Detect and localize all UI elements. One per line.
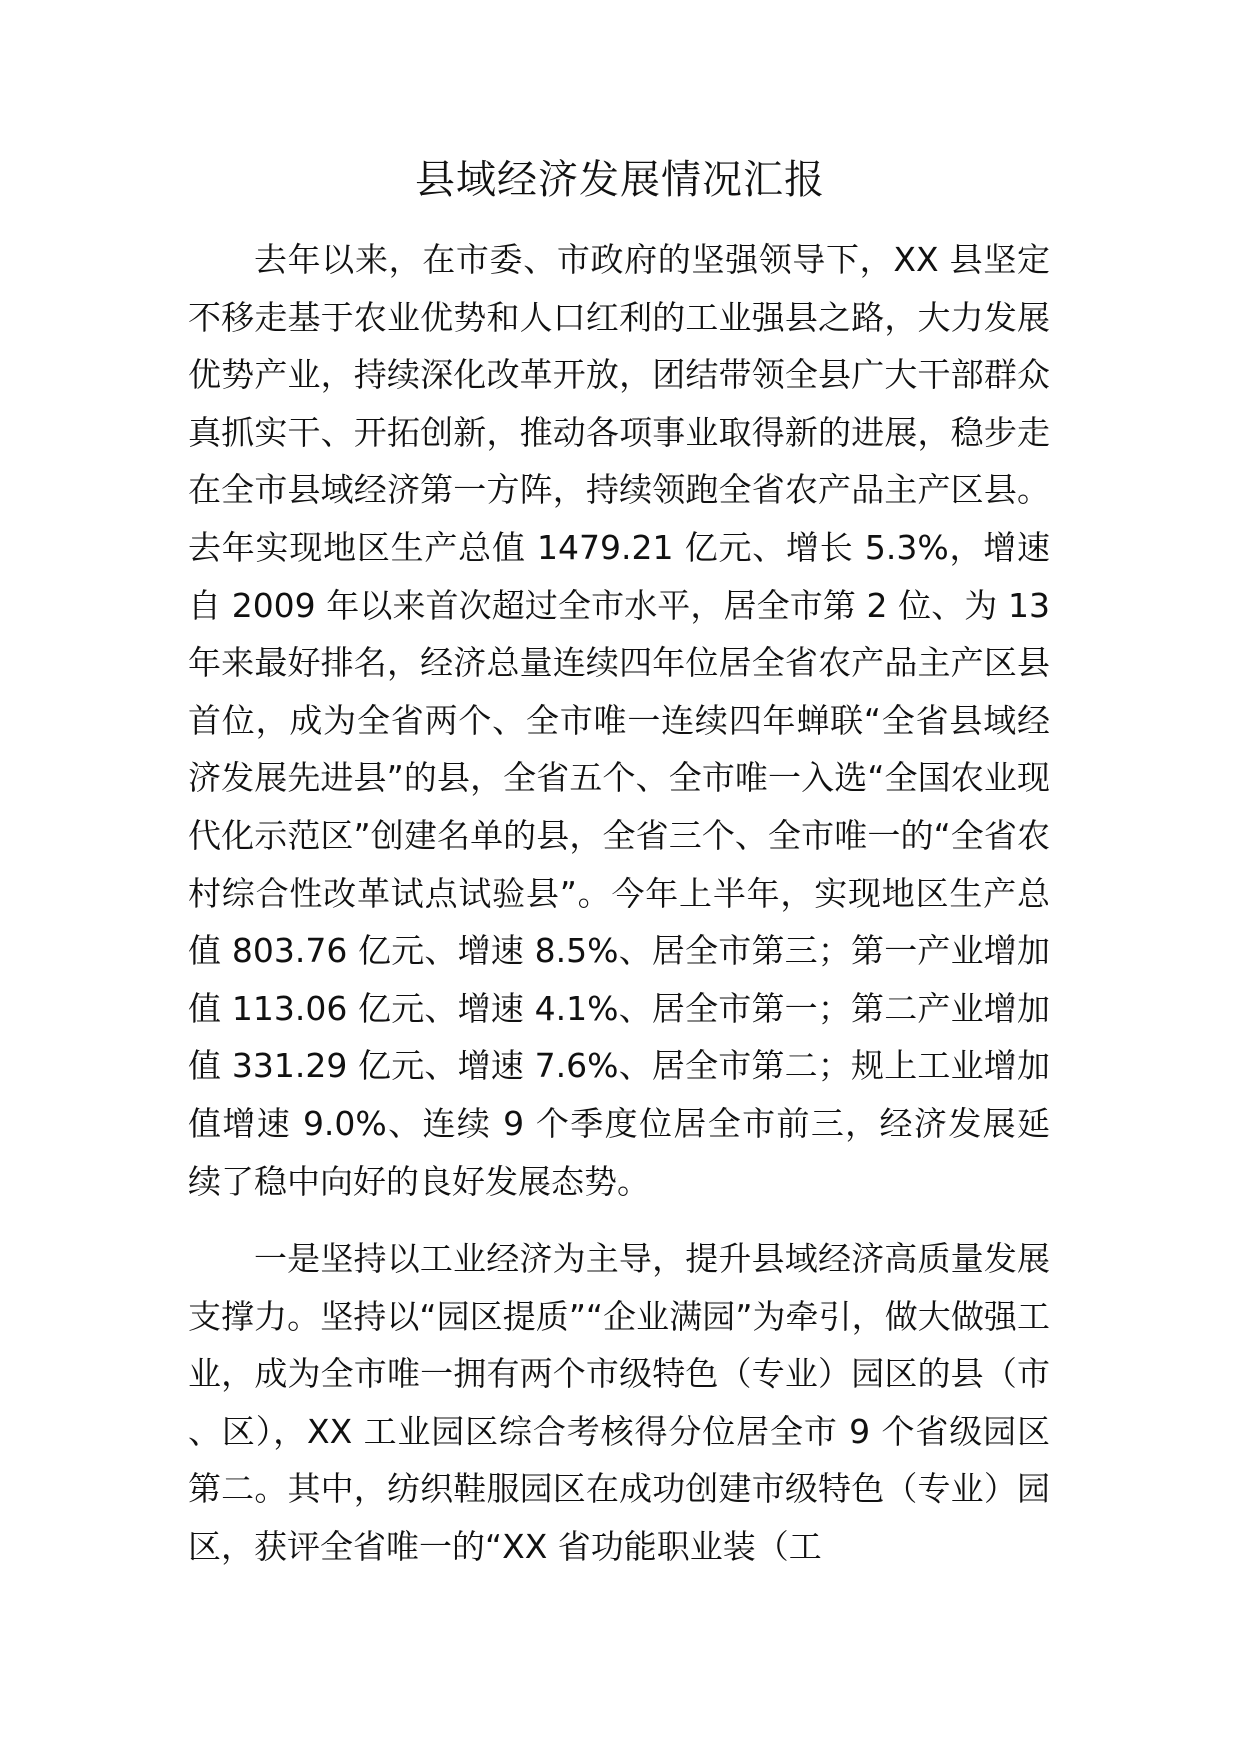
body-paragraph: 一是坚持以工业经济为主导，提升县域经济高质量发展支撑力。坚持以“园区提质”“企业满园”为牵引，做大做强工业，成为全市唯一拥有两个市级特色（专业）园区的县（市、区），XX 工业园区综合考核得分位居全市 9 个省级园区第二。其中，纺织鞋服园区在成功创建市级特色（专业）园区，获评全省唯一的“XX 省功能职业装（工 xyxy=(188,1239,1050,1566)
document-title: 县域经济发展情况汇报 xyxy=(415,157,825,203)
body-paragraph: 去年以来，在市委、市政府的坚强领导下，XX 县坚定不移走基于农业优势和人口红利的工业强县之路，大力发展优势产业，持续深化改革开放，团结带领全县广大干部群众真抓实干、开拓创新，推动各项事业取得新的进展，稳步走在全市县域经济第一方阵，持续领跑全省农产品主产区县。去年实现地区生产总值 1479.21 亿元、增长 5.3%，增速自 2009 年以来首次超过全市水平，居全市第 2 位、为 13 年来最好排名，经济总量连续四年位居全省农产品主产区县首位，成为全省两个、全市唯一连续四年蝉联“全省县域经济发展先进县”的县，全省五个、全市唯一入选“全国农业现代化示范区”创建名单的县，全省三个、全市唯一的“全省农村综合性改革试点试验县”。今年上半年，实现地区生产总值 803.76 亿元、增速 8.5%、居全市第三；第一产业增加值 113.06 亿元、增速 4.1%、居全市第一；第二产业增加值 331.29 亿元、增速 7.6%、居全市第二；规上工业增加值增速 9.0%、连续 9 个季度位居全市前三，经济发展延续了稳中向好的良好发展态势。 xyxy=(188,240,1050,1201)
